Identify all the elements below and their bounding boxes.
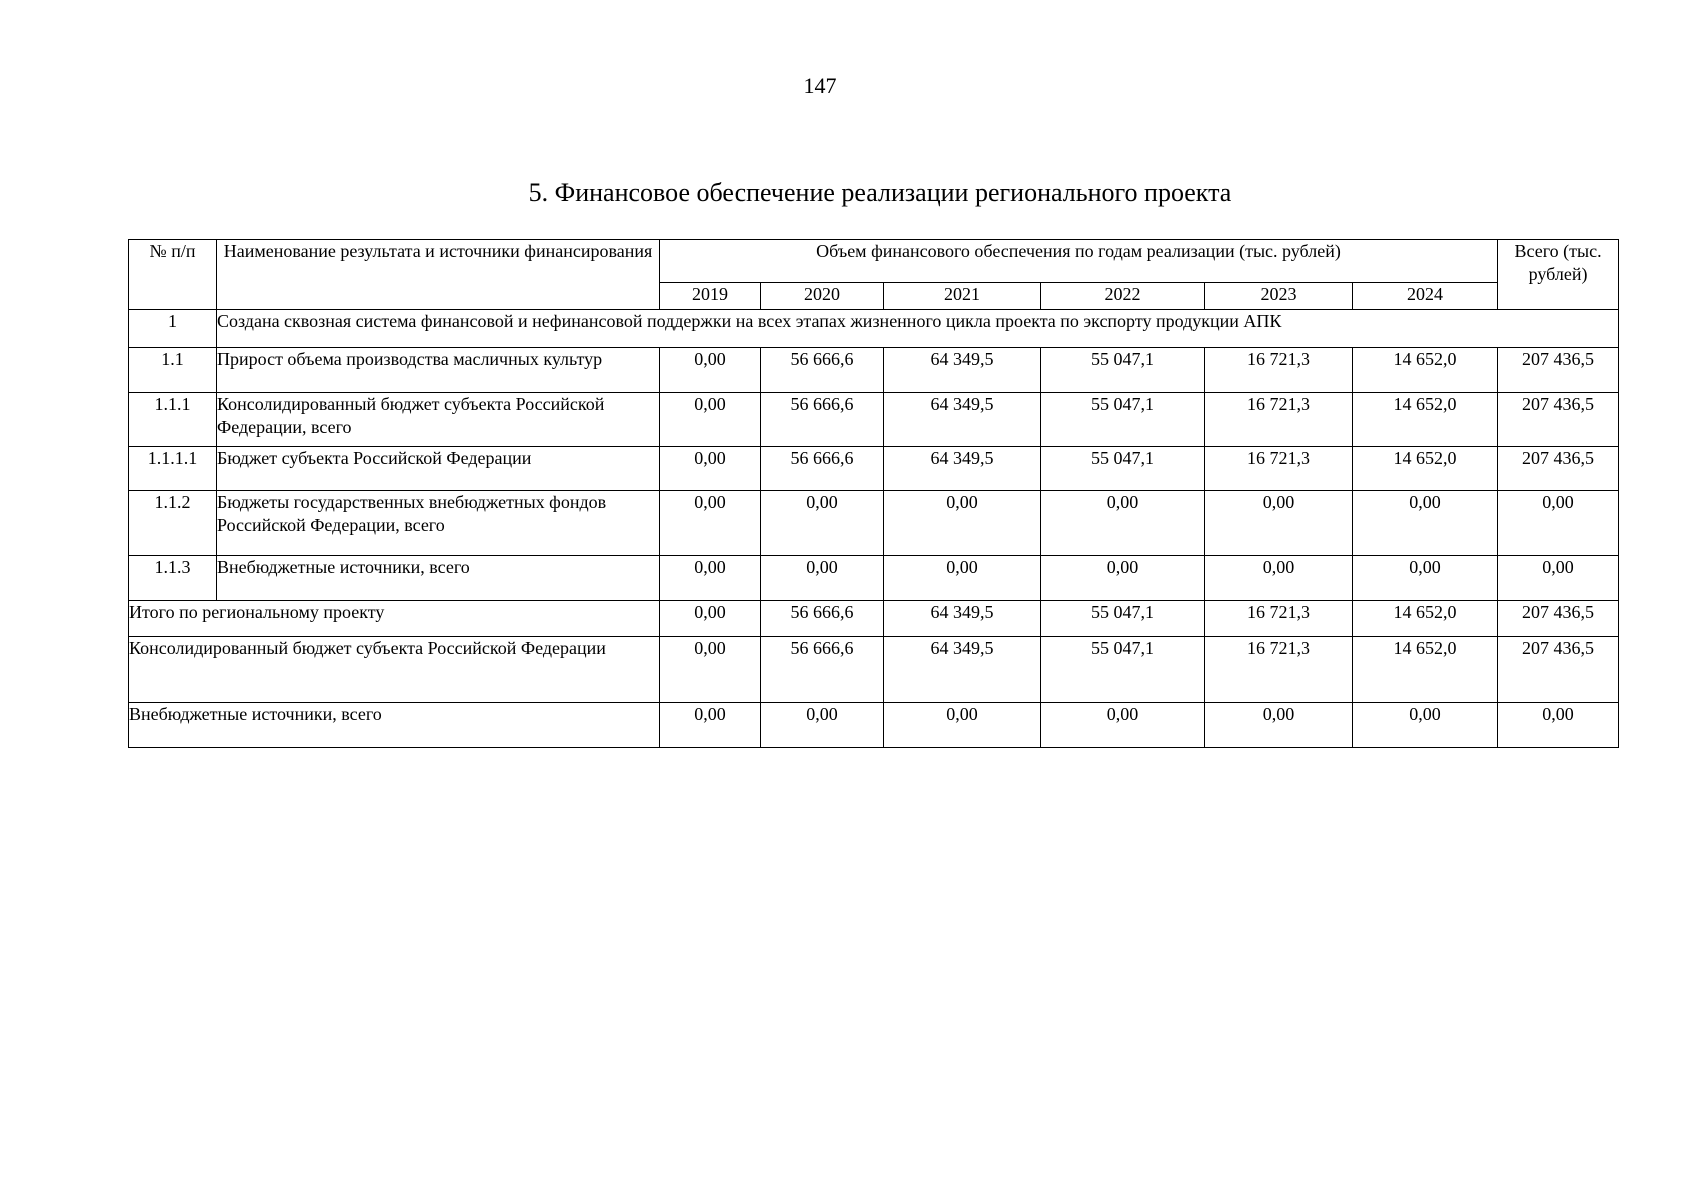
cell-2023: 16 721,3 (1205, 447, 1353, 491)
cell-2020: 56 666,6 (761, 348, 884, 393)
header-volume: Объем финансового обеспечения по годам реализации (тыс. рублей) (660, 240, 1498, 283)
section-title: 5. Финансовое обеспечение реализации регионального проекта (528, 178, 1232, 207)
cell-2021: 0,00 (884, 491, 1041, 556)
cell-total: 207 436,5 (1498, 393, 1619, 447)
row-num: 1.1 (129, 348, 217, 393)
cell-2020: 56 666,6 (761, 601, 884, 637)
cell-2024: 0,00 (1353, 556, 1498, 601)
cell-2019: 0,00 (660, 393, 761, 447)
cell-2024: 14 652,0 (1353, 447, 1498, 491)
cell-2021: 64 349,5 (884, 447, 1041, 491)
cell-2020: 0,00 (761, 491, 884, 556)
cell-2023: 16 721,3 (1205, 348, 1353, 393)
table-row (129, 393, 1619, 447)
cell-2019: 0,00 (660, 348, 761, 393)
cell-2024: 14 652,0 (1353, 637, 1498, 703)
cell-2019: 0,00 (660, 556, 761, 601)
cell-2022: 55 047,1 (1041, 601, 1205, 637)
summary-row (129, 601, 1619, 637)
cell-2019: 0,00 (660, 703, 761, 748)
cell-2019: 0,00 (660, 601, 761, 637)
header-name: Наименование результата и источники финансирования (217, 240, 660, 310)
cell-total: 207 436,5 (1498, 348, 1619, 393)
cell-2020: 0,00 (761, 703, 884, 748)
header-year-2023: 2023 (1205, 283, 1353, 310)
header-year-2019: 2019 (660, 283, 761, 310)
financing-table (128, 239, 1619, 748)
table-row (129, 556, 1619, 601)
cell-2022: 55 047,1 (1041, 393, 1205, 447)
cell-2023: 0,00 (1205, 491, 1353, 556)
cell-2024: 0,00 (1353, 491, 1498, 556)
cell-2022: 55 047,1 (1041, 348, 1205, 393)
summary-name: Итого по региональному проекту (129, 601, 660, 637)
cell-total: 207 436,5 (1498, 601, 1619, 637)
cell-total: 0,00 (1498, 491, 1619, 556)
row-name: Консолидированный бюджет субъекта Российской Федерации, всего (217, 393, 660, 447)
summary-row (129, 637, 1619, 703)
cell-2024: 0,00 (1353, 703, 1498, 748)
row-num: 1.1.1 (129, 393, 217, 447)
goal-row (129, 310, 1619, 348)
header-year-2020: 2020 (761, 283, 884, 310)
cell-2020: 56 666,6 (761, 637, 884, 703)
cell-2024: 14 652,0 (1353, 348, 1498, 393)
row-name: Бюджеты государственных внебюджетных фондов Российской Федерации, всего (217, 491, 660, 556)
cell-total: 207 436,5 (1498, 637, 1619, 703)
row-name: Бюджет субъекта Российской Федерации (217, 447, 660, 491)
cell-total: 207 436,5 (1498, 447, 1619, 491)
summary-name: Консолидированный бюджет субъекта Российской Федерации (129, 637, 660, 703)
cell-total: 0,00 (1498, 703, 1619, 748)
table-row (129, 348, 1619, 393)
row-name: Внебюджетные источники, всего (217, 556, 660, 601)
cell-2020: 0,00 (761, 556, 884, 601)
cell-2019: 0,00 (660, 637, 761, 703)
cell-2021: 0,00 (884, 556, 1041, 601)
page-number: 147 (803, 73, 837, 98)
header-total: Всего (тыс. рублей) (1498, 240, 1619, 310)
cell-2022: 0,00 (1041, 491, 1205, 556)
cell-2019: 0,00 (660, 447, 761, 491)
cell-2023: 16 721,3 (1205, 637, 1353, 703)
cell-2024: 14 652,0 (1353, 601, 1498, 637)
cell-2022: 55 047,1 (1041, 447, 1205, 491)
cell-2021: 64 349,5 (884, 601, 1041, 637)
cell-2023: 0,00 (1205, 703, 1353, 748)
summary-row (129, 703, 1619, 748)
cell-2021: 64 349,5 (884, 637, 1041, 703)
cell-2023: 16 721,3 (1205, 601, 1353, 637)
cell-2022: 0,00 (1041, 556, 1205, 601)
cell-2021: 64 349,5 (884, 348, 1041, 393)
table-row (129, 491, 1619, 556)
cell-2022: 55 047,1 (1041, 637, 1205, 703)
goal-num: 1 (129, 310, 217, 348)
row-name: Прирост объема производства масличных культур (217, 348, 660, 393)
cell-2023: 16 721,3 (1205, 393, 1353, 447)
row-num: 1.1.2 (129, 491, 217, 556)
cell-2020: 56 666,6 (761, 393, 884, 447)
table-row (129, 447, 1619, 491)
cell-2022: 0,00 (1041, 703, 1205, 748)
cell-2023: 0,00 (1205, 556, 1353, 601)
cell-2020: 56 666,6 (761, 447, 884, 491)
row-num: 1.1.1.1 (129, 447, 217, 491)
cell-2021: 0,00 (884, 703, 1041, 748)
header-num: № п/п (129, 240, 217, 310)
cell-total: 0,00 (1498, 556, 1619, 601)
cell-2019: 0,00 (660, 491, 761, 556)
header-year-2022: 2022 (1041, 283, 1205, 310)
header-year-2024: 2024 (1353, 283, 1498, 310)
cell-2024: 14 652,0 (1353, 393, 1498, 447)
summary-name: Внебюджетные источники, всего (129, 703, 660, 748)
row-num: 1.1.3 (129, 556, 217, 601)
goal-text: Создана сквозная система финансовой и нефинансовой поддержки на всех этапах жизненного цикла проекта по экспорту продукции АПК (217, 310, 1619, 348)
header-year-2021: 2021 (884, 283, 1041, 310)
cell-2021: 64 349,5 (884, 393, 1041, 447)
